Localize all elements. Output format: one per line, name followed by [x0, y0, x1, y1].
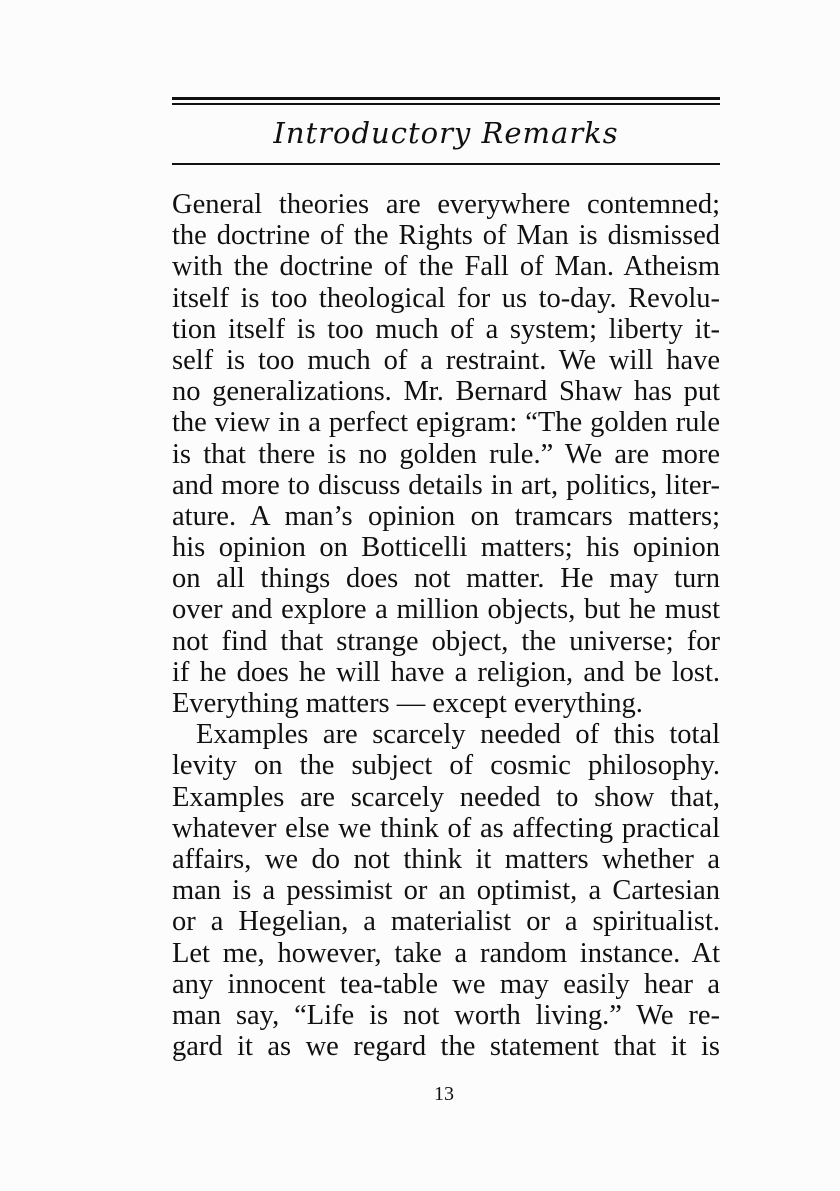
paragraph [172, 719, 720, 1062]
text-line: ature. A man’s opinion on tramcars matters; [172, 500, 720, 532]
text-line: Examples are scarcely needed of this total [196, 719, 720, 751]
text-line: his opinion on Botticelli matters; his opinion [172, 532, 720, 564]
text-line: gard it as we regard the statement that it is [172, 1031, 720, 1063]
body-text [172, 189, 720, 1062]
header-underline-rule [172, 163, 720, 165]
text-line: is that there is no golden rule.” We are more [172, 438, 720, 470]
text-line: over and explore a million objects, but he must [172, 594, 720, 626]
text-line: no generalizations. Mr. Bernard Shaw has put [172, 376, 720, 408]
text-line: self is too much of a restraint. We will have [172, 344, 720, 376]
text-line: affairs, we do not think it matters whether a [172, 843, 720, 875]
text-line: the doctrine of the Rights of Man is dismissed [172, 220, 720, 252]
text-line: tion itself is too much of a system; liberty it- [172, 313, 720, 345]
paragraph [172, 189, 720, 719]
text-line: man say, “Life is not worth living.” We re- [172, 999, 720, 1031]
text-line: any innocent tea-table we may easily hear a [172, 968, 720, 1000]
text-line: with the doctrine of the Fall of Man. Atheism [172, 251, 720, 283]
header-double-rule [172, 97, 720, 105]
text-line: General theories are everywhere contemned; [172, 189, 720, 220]
text-line: Everything matters — except everything. [172, 688, 643, 719]
running-header: Introductory Remarks [273, 116, 619, 150]
page-number: 13 [434, 1083, 454, 1105]
text-line: not find that strange object, the universe; for [172, 625, 720, 657]
text-line: whatever else we think of as affecting practical [172, 812, 720, 844]
text-line: itself is too theological for us to-day. Revolu- [172, 282, 720, 314]
text-line: the view in a perfect epigram: “The golden rule [172, 407, 720, 439]
text-line: Examples are scarcely needed to show that, [172, 781, 720, 813]
text-line: man is a pessimist or an optimist, a Cartesian [172, 875, 720, 907]
text-line: and more to discuss details in art, politics, liter- [172, 469, 720, 501]
text-line: or a Hegelian, a materialist or a spiritualist. [172, 906, 720, 938]
text-line: Let me, however, take a random instance. At [172, 937, 720, 969]
text-line: on all things does not matter. He may turn [172, 563, 720, 595]
text-line: if he does he will have a religion, and be lost. [172, 656, 720, 688]
text-line: levity on the subject of cosmic philosophy. [172, 750, 720, 782]
